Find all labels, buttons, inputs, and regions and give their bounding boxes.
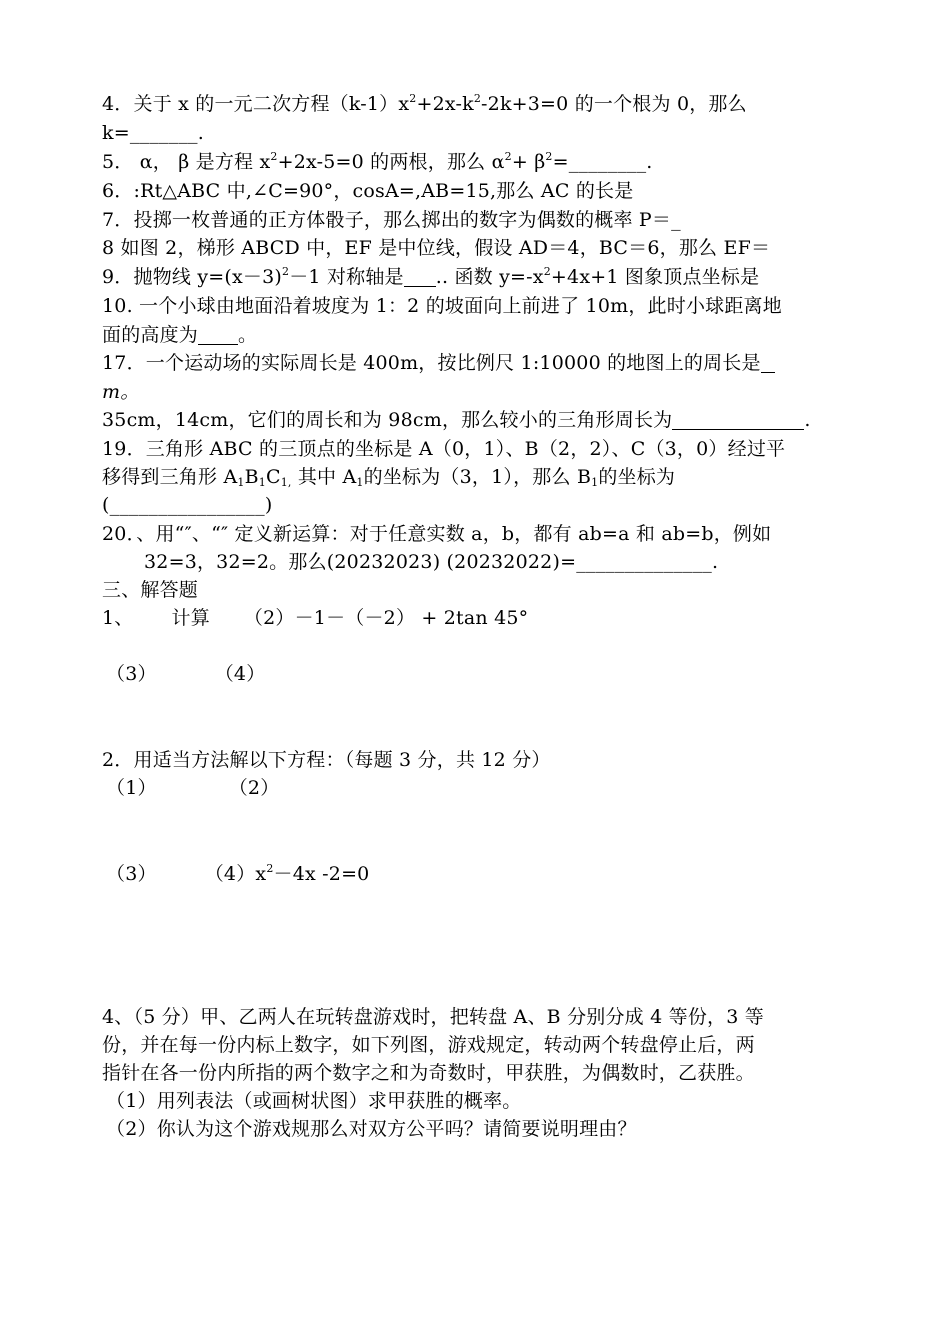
blank xyxy=(761,352,775,373)
solve-2-title: 2．用适当方法解以下方程：（每题 3 分，共 12 分） xyxy=(102,749,551,771)
solve-1: 1、 计算 （2）－1－（－2） + 2tan 45° xyxy=(102,607,529,629)
question-7: 7．投掷一枚普通的正方体骰子，那么掷出的数字为偶数的概率 P＝_ xyxy=(102,209,681,231)
solve-2-items-a: （1） （2） xyxy=(106,777,280,799)
section-title: 三、解答题 xyxy=(102,579,199,601)
question-9: 9．抛物线 $y=(x-3)^2-1$ 对称轴是 .. 函数 $y=-x^2+4x+1$ 图象顶点坐标是 xyxy=(102,265,760,288)
solve-4-line3: 指针在各一份内所指的两个数字之和为奇数时，甲获胜，为偶数时，乙获胜。 xyxy=(102,1062,755,1084)
question-4: 4．关于 x 的一元二次方程$(k-1)x^2+2x-k^2-2k+3=0$ 的一个根为 0，那么 xyxy=(102,92,747,115)
blank xyxy=(404,266,436,287)
solve-4-line5: （2）你认为这个游戏规那么对双方公平吗？请简要说明理由？ xyxy=(106,1118,637,1140)
blank xyxy=(672,409,804,430)
question-4-answer: k=_______. xyxy=(102,122,204,144)
question-5: 5． α， β 是方程 $x^2+2x-5=0$ 的两根，那么 $\alpha^2+$ $\beta^2=\_\_\_\_\_\_\_\_$. xyxy=(102,150,653,173)
question-10-line2: 面的高度为 。 xyxy=(102,324,258,346)
blank xyxy=(198,324,238,345)
question-17-line1: 17．一个运动场的实际周长是 400m，按比例尺 1:10000 的地图上的周长是 xyxy=(102,349,775,377)
question-20-line1: 20．、用“″、“″ 定义新运算：对于任意实数 a，b，都有 ab=a 和 ab=b，例如 xyxy=(102,523,772,545)
solve-4-line4: （1）用列表法（或画树状图）求甲获胜的概率。 xyxy=(106,1090,522,1112)
question-19-line2: 移得到三角形 $A_1B_1C_{1,}$ 其中 $A_1$的坐标为（3，1），那么 $B_1$的坐标为 xyxy=(102,466,676,489)
question-20-line2: 32=3，32=2。那么(20232023) (20232022)=______________. xyxy=(144,551,719,573)
solve-4-line1: 4、（5 分）甲、乙两人在玩转盘游戏时，把转盘 A、B 分别分成 4 等份，3 等 xyxy=(102,1006,764,1028)
question-6: 6．:Rt△ABC 中,∠C=90°，cosA=,AB=15,那么 AC 的长是 xyxy=(102,180,634,202)
question-19-line1: 19．三角形 ABC 的三顶点的坐标是 A（0，1）、B（2，2）、C（3，0）经过平 xyxy=(102,438,786,460)
solve-2-items-b: （3） $(4)x^2-4x$ -2=0 xyxy=(106,862,370,885)
question-18: 35cm，14cm，它们的周长和为 98cm，那么较小的三角形周长为 . xyxy=(102,409,811,431)
question-17-line2: m。 xyxy=(102,381,140,403)
solve-1-items: （3） （4） xyxy=(106,663,266,685)
question-8: 8 如图 2，梯形 ABCD 中，EF 是中位线，假设 AD＝4，BC＝6，那么 EF＝ xyxy=(102,237,771,259)
question-19-line3: (________________) xyxy=(102,494,273,516)
question-10-line1: 10. 一个小球由地面沿着坡度为 1：2 的坡面向上前进了 10m，此时小球距离地 xyxy=(102,295,782,317)
solve-4-line2: 份，并在每一份内标上数字，如下列图，游戏规定，转动两个转盘停止后，两 xyxy=(102,1034,755,1056)
